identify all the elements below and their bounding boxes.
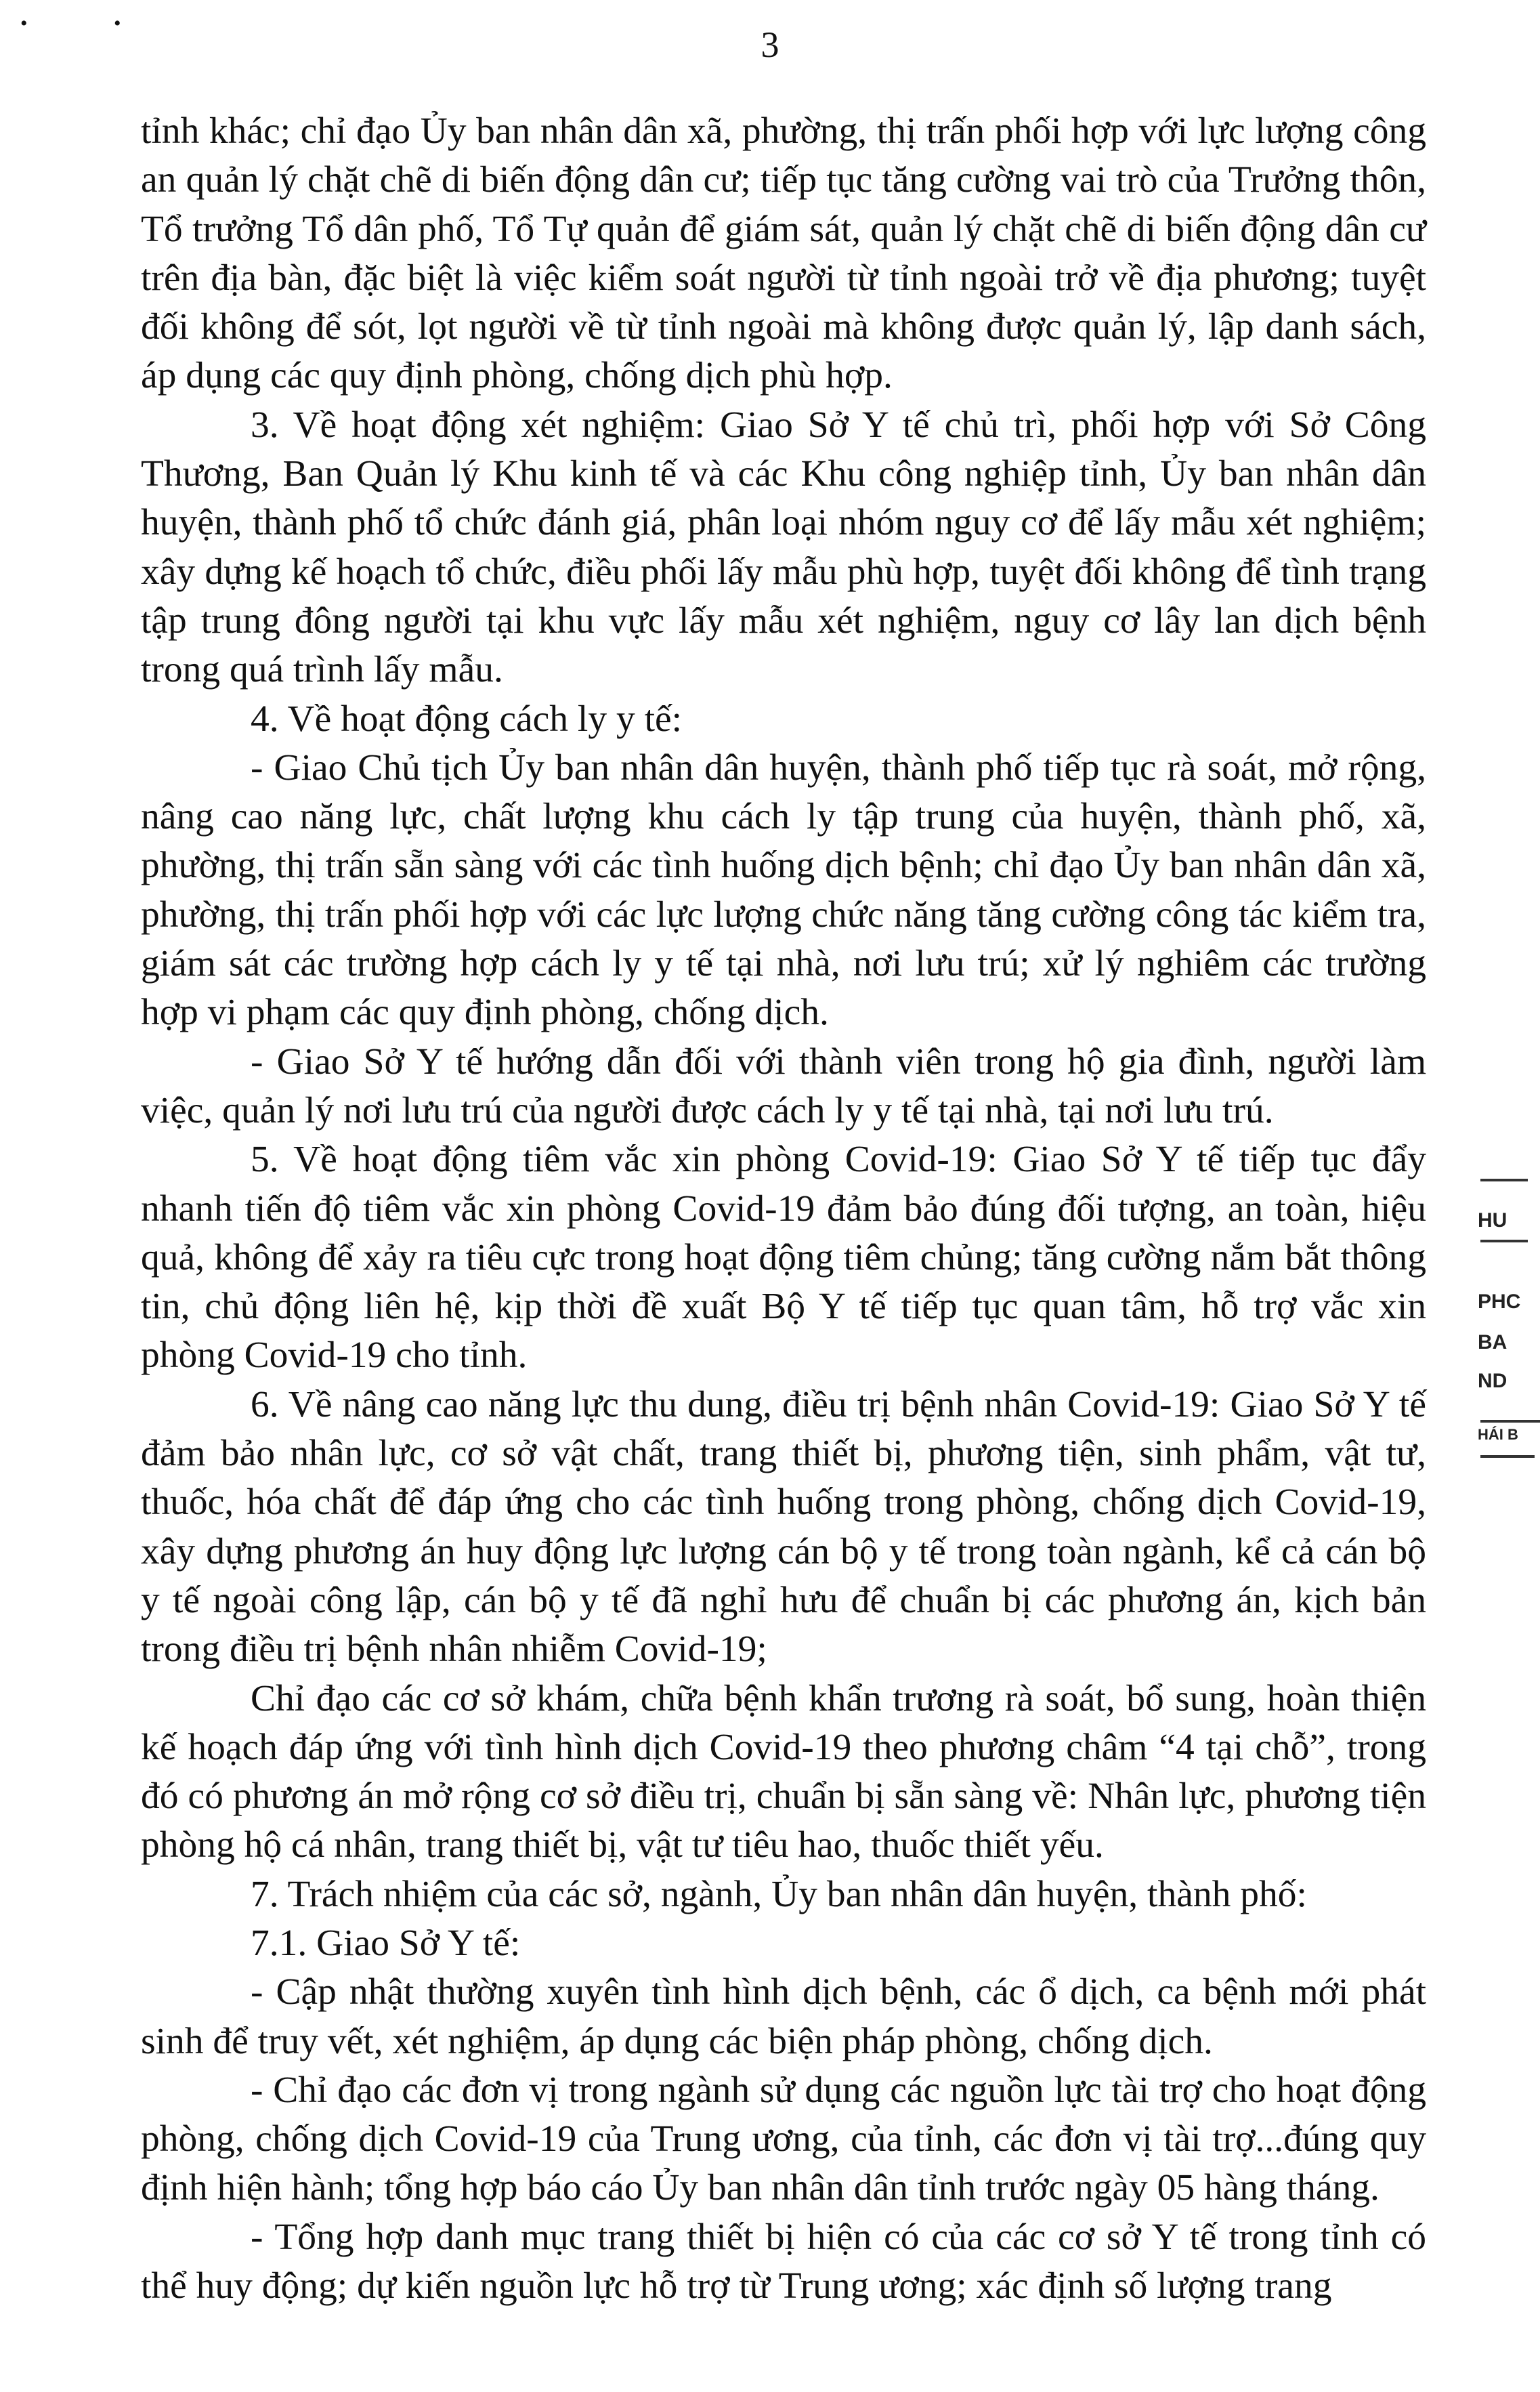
seal-stamp-rule bbox=[1480, 1179, 1528, 1181]
paragraph-continuation: tỉnh khác; chỉ đạo Ủy ban nhân dân xã, phường, thị trấn phối hợp với lực lượng công an quản lý chặt chẽ di biến động dân cư; tiếp tục tăng cường vai trò của Trưởng thôn, Tổ trưởng Tổ dân phố, Tổ Tự quản để giám sát, quản lý chặt chẽ di biến động dân cư trên địa bàn, đặc biệt là việc kiểm soát người từ tỉnh ngoài trở về địa phương; tuyệt đối không để sót, lọt người về từ tỉnh ngoài mà không được quản lý, lập danh sách, áp dụng các quy định phòng, chống dịch phù hợp. bbox=[141, 110, 1426, 397]
seal-text-line: ND bbox=[1478, 1370, 1507, 1392]
paragraph-item-4-heading: 4. Về hoạt động cách ly y tế: bbox=[251, 698, 683, 740]
paragraph-item-6-continued: Chỉ đạo các cơ sở khám, chữa bệnh khẩn trương rà soát, bổ sung, hoàn thiện kế hoạch đáp ứng với tình hình dịch Covid-19 theo phương châm “4 tại chỗ”, trong đó có phương án mở rộng cơ sở điều trị, chuẩn bị sẵn sàng về: Nhân lực, phương tiện phòng hộ cá nhân, trang thiết bị, vật tư tiêu hao, thuốc thiết yếu. bbox=[141, 1677, 1426, 1866]
scan-marks: • • bbox=[20, 12, 162, 35]
paragraph-item-7-1-bullet-2: - Chỉ đạo các đơn vị trong ngành sử dụng các nguồn lực tài trợ cho hoạt động phòng, chống dịch Covid-19 của Trung ương, của tỉnh, các đơn vị tài trợ...đúng quy định hiện hành; tổng hợp báo cáo Ủy ban nhân dân tỉnh trước ngày 05 hàng tháng. bbox=[141, 2069, 1426, 2209]
seal-stamp-rule bbox=[1480, 1240, 1528, 1242]
document-body bbox=[141, 107, 1426, 2311]
paragraph-item-6: 6. Về nâng cao năng lực thu dung, điều trị bệnh nhân Covid-19: Giao Sở Y tế đảm bảo nhân lực, cơ sở vật chất, trang thiết bị, phương tiện, sinh phẩm, vật tư, thuốc, hóa chất để đáp ứng cho các tình huống trong phòng, chống dịch Covid-19, xây dựng phương án huy động lực lượng cán bộ y tế trong toàn ngành, kể cả cán bộ y tế ngoài công lập, cán bộ y tế đã nghỉ hưu để chuẩn bị các phương án, kịch bản trong điều trị bệnh nhân nhiễm Covid-19; bbox=[141, 1383, 1426, 1671]
paragraph-item-3: 3. Về hoạt động xét nghiệm: Giao Sở Y tế chủ trì, phối hợp với Sở Công Thương, Ban Quản lý Khu kinh tế và các Khu công nghiệp tỉnh, Ủy ban nhân dân huyện, thành phố tổ chức đánh giá, phân loại nhóm nguy cơ để lấy mẫu xét nghiệm; xây dựng kế hoạch tổ chức, điều phối lấy mẫu phù hợp, tuyệt đối không để tình trạng tập trung đông người tại khu vực lấy mẫu xét nghiệm, nguy cơ lây lan dịch bệnh trong quá trình lấy mẫu. bbox=[141, 404, 1426, 691]
paragraph-item-7-heading: 7. Trách nhiệm của các sở, ngành, Ủy ban nhân dân huyện, thành phố: bbox=[251, 1873, 1307, 1915]
paragraph-item-4-bullet-2: - Giao Sở Y tế hướng dẫn đối với thành viên trong hộ gia đình, người làm việc, quản lý nơi lưu trú của người được cách ly y tế tại nhà, tại nơi lưu trú. bbox=[141, 1041, 1426, 1131]
paragraph-item-7-1-heading: 7.1. Giao Sở Y tế: bbox=[251, 1922, 521, 1964]
seal-text-line: PHC bbox=[1478, 1291, 1521, 1313]
seal-text-line: HU bbox=[1478, 1209, 1507, 1232]
paragraph-item-7-1-bullet-3: - Tổng hợp danh mục trang thiết bị hiện có của các cơ sở Y tế trong tỉnh có thể huy động; dự kiến nguồn lực hỗ trợ từ Trung ương; xác định số lượng trang bbox=[141, 2216, 1426, 2307]
seal-text-line: BA bbox=[1478, 1331, 1507, 1354]
seal-text-line: HÁI B bbox=[1478, 1426, 1518, 1443]
seal-stamp-rule bbox=[1480, 1420, 1540, 1423]
paragraph-item-5: 5. Về hoạt động tiêm vắc xin phòng Covid-19: Giao Sở Y tế tiếp tục đẩy nhanh tiến độ tiêm vắc xin phòng Covid-19 đảm bảo đúng đối tượng, an toàn, hiệu quả, không để xảy ra tiêu cực trong hoạt động tiêm chủng; tăng cường nắm bắt thông tin, chủ động liên hệ, kịp thời đề xuất Bộ Y tế tiếp tục quan tâm, hỗ trợ vắc xin phòng Covid-19 cho tỉnh. bbox=[141, 1139, 1426, 1377]
paragraph-item-7-1-bullet-1: - Cập nhật thường xuyên tình hình dịch bệnh, các ổ dịch, ca bệnh mới phát sinh để truy vết, xét nghiệm, áp dụng các biện pháp phòng, chống dịch. bbox=[141, 1971, 1426, 2062]
seal-stamp-rule bbox=[1480, 1455, 1535, 1458]
paragraph-item-4-bullet-1: - Giao Chủ tịch Ủy ban nhân dân huyện, thành phố tiếp tục rà soát, mở rộng, nâng cao năng lực, chất lượng khu cách ly tập trung của huyện, thành phố, xã, phường, thị trấn sẵn sàng với các tình huống dịch bệnh; chỉ đạo Ủy ban nhân dân xã, phường, thị trấn phối hợp với các lực lượng chức năng tăng cường công tác kiểm tra, giám sát các trường hợp cách ly y tế tại nhà, nơi lưu trú; xử lý nghiêm các trường hợp vi phạm các quy định phòng, chống dịch. bbox=[141, 747, 1426, 1034]
page-number: 3 bbox=[761, 24, 779, 65]
